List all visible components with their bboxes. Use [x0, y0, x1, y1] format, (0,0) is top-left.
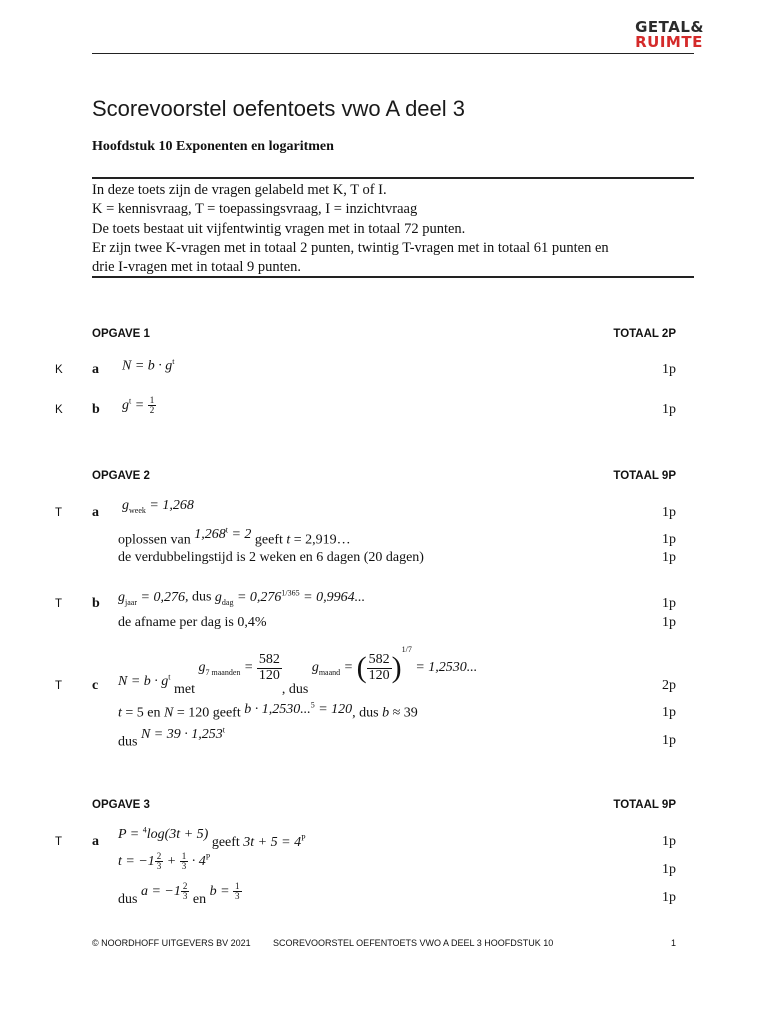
formula-g-week: $g_{week} = 1,268$ — [122, 498, 194, 515]
opgave-3-heading: OPGAVE 3 — [92, 799, 150, 811]
intro-line: De toets bestaat uit vijfentwintig vragen met in totaal 72 punten. — [92, 220, 466, 237]
opgave-3-total: TOTAAL 9P — [613, 799, 676, 811]
question-category: T — [55, 836, 63, 848]
formula-g-jaar: $g_{jaar} = 0,276$ — [118, 589, 185, 607]
formula-b-value: b = $\frac{1}{3}$ — [209, 881, 240, 902]
text-fragment: = 120 geeft — [173, 705, 241, 721]
intro-top-rule — [92, 177, 694, 179]
question-points: 1p — [662, 532, 676, 547]
page-title: Scorevoorstel oefentoets vwo A deel 3 — [92, 96, 466, 121]
question-points: 1p — [662, 834, 676, 849]
formula-a-value: a = −1 $\frac{2}{3}$ — [140, 881, 188, 902]
t-result: = 2,919… — [290, 532, 351, 548]
solution-line — [118, 644, 478, 698]
question-points: 1p — [662, 402, 676, 417]
formula-t-expression: t = −1 $\frac{2}{3}$ + $\frac{1}{3}$ · $4^P$ — [118, 851, 211, 872]
intro-line: K = kennisvraag, T = toepassingsvraag, I = inzichtvraag — [92, 201, 418, 218]
formula-power: $3t + 5 = 4^P$ — [243, 833, 306, 850]
intro-line: In deze toets zijn de vragen gelabeld met K, T of I. — [92, 182, 387, 198]
formula-equation: $1,268^t = 2$ — [194, 525, 252, 542]
var-t: t — [118, 705, 122, 721]
opgave-1-total: TOTAAL 2P — [613, 328, 676, 340]
formula-g-dag: $g_{dag} = 0,276^{1/365} = 0,9964$... — [214, 588, 366, 607]
text-en: en — [192, 892, 207, 908]
question-category: K — [55, 404, 63, 416]
opgave-2-heading: OPGAVE 2 — [92, 470, 150, 482]
question-points: 1p — [662, 615, 676, 630]
formula-g-maand: $g_{maand}$ = ( $\frac{582}{120}$ )$^{1/7}$ = 1,2530... — [311, 644, 478, 685]
question-category: T — [55, 598, 63, 610]
solution-line: de afname per dag is 0,4% — [118, 615, 267, 630]
question-letter: b — [92, 402, 100, 417]
logo-line-1: GETAL& — [635, 18, 704, 36]
intro-bottom-rule — [92, 276, 694, 278]
solution-line — [118, 725, 225, 751]
question-letter: a — [92, 362, 99, 377]
text-fragment: , dus — [352, 705, 383, 721]
formula-log: P = $^4$log(3t + 5) — [118, 825, 209, 842]
text-met: met — [174, 682, 196, 698]
header-divider — [92, 53, 694, 54]
formula-b-equation: b · 1,2530...$^5$ = 120 — [244, 700, 353, 717]
question-points: 1p — [662, 733, 676, 748]
text-dus: , dus — [184, 589, 212, 605]
solution-line — [118, 881, 242, 908]
text-dus: , dus — [281, 682, 309, 698]
chapter-subtitle: Hoofdstuk 10 Exponenten en logaritmen — [92, 139, 334, 154]
question-points: 1p — [662, 596, 676, 611]
question-points: 1p — [662, 862, 676, 877]
footer-copyright: © NOORDHOFF UITGEVERS BV 2021 — [92, 938, 251, 948]
formula-result: $N = 39 \cdot 1,253^t$ — [140, 725, 225, 742]
formula-exponential: $N = b \cdot g^t$ — [122, 357, 175, 374]
var-b: b — [382, 705, 390, 721]
text-fragment: = 5 en — [121, 705, 164, 721]
question-letter: c — [92, 678, 99, 693]
formula-g-7-maanden: $g_{7 maanden}$ = $\frac{582}{120}$ — [198, 652, 280, 683]
question-letter: a — [92, 834, 99, 849]
text-oplossen: oplossen van — [118, 532, 191, 548]
formula-exponential: $N = b \cdot g^t$ — [118, 672, 171, 690]
question-category: T — [55, 507, 63, 519]
opgave-1-heading: OPGAVE 1 — [92, 328, 150, 340]
question-letter: a — [92, 505, 99, 520]
text-geeft: geeft — [211, 834, 240, 850]
intro-box — [92, 181, 692, 277]
solution-line: de verdubbelingstijd is 2 weken en 6 dagen (20 dagen) — [118, 550, 424, 565]
intro-line: Er zijn twee K-vragen met in totaal 2 punten, twintig T-vragen met in totaal 61 punten en — [92, 239, 609, 256]
text-fragment: ≈ 39 — [389, 705, 418, 721]
solution-line — [118, 700, 418, 722]
question-points: 1p — [662, 505, 676, 520]
question-points: 2p — [662, 678, 676, 693]
publisher-logo — [635, 20, 704, 50]
solution-line — [118, 525, 351, 549]
question-points: 1p — [662, 362, 676, 377]
text-dus: dus — [118, 734, 138, 750]
question-category: T — [55, 680, 63, 692]
text-dus: dus — [118, 892, 138, 908]
question-points: 1p — [662, 890, 676, 905]
question-letter: b — [92, 596, 100, 611]
logo-line-2: RUIMTE — [635, 33, 703, 51]
intro-line: drie I-vragen met in totaal 9 punten. — [92, 259, 301, 276]
footer-document-title: SCOREVOORSTEL OEFENTOETS VWO A DEEL 3 HOOFDSTUK 10 — [273, 938, 554, 948]
solution-line — [118, 825, 306, 850]
question-points: 1p — [662, 705, 676, 720]
formula-half: $g^t$ = $\frac{1}{2}$ — [122, 395, 155, 416]
question-category: K — [55, 364, 63, 376]
footer-page-number: 1 — [670, 938, 676, 948]
opgave-2-total: TOTAAL 9P — [613, 470, 676, 482]
solution-line — [118, 588, 365, 606]
text-geeft: geeft — [254, 532, 283, 548]
question-points: 1p — [662, 550, 676, 565]
var-t: t — [286, 532, 291, 548]
var-n: N — [164, 705, 174, 721]
